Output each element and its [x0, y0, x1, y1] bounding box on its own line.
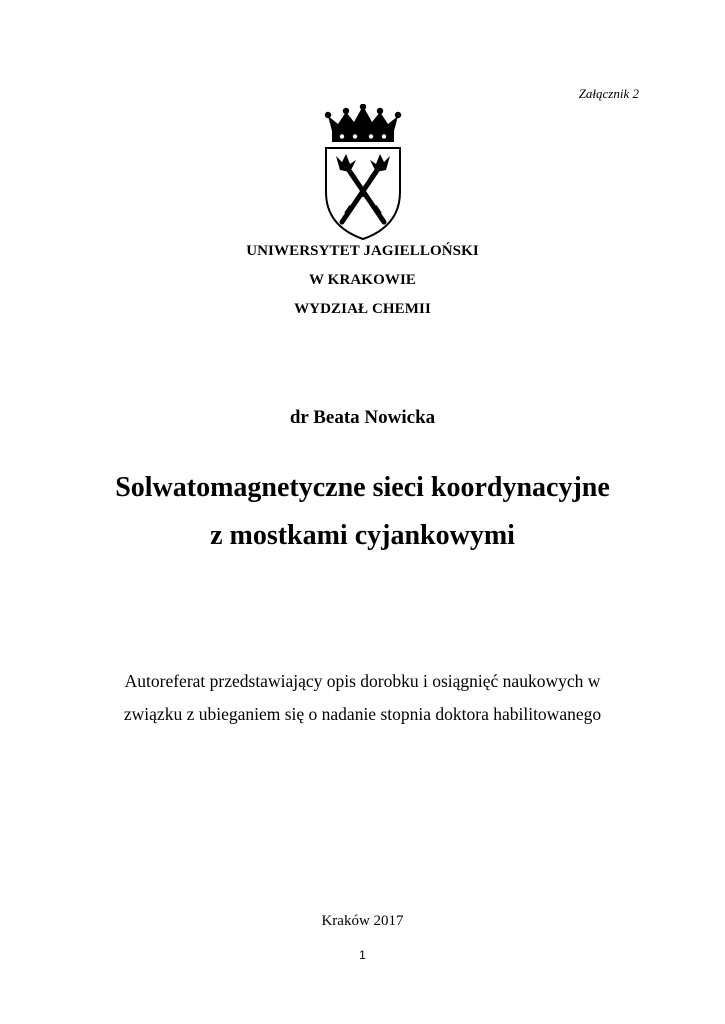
abstract-line-1: Autoreferat przedstawiający opis dorobku i osiągnięć naukowych w	[124, 671, 601, 691]
university-city: W KRAKOWIE	[309, 272, 416, 288]
author-name: dr Beata Nowicka	[289, 407, 436, 428]
annex-label: Załącznik 2	[578, 86, 639, 101]
faculty-name: WYDZIAŁ CHEMII	[294, 301, 431, 317]
page-number: 1	[359, 948, 366, 962]
title-line-2: z mostkami cyjankowymi	[210, 520, 515, 551]
title-line-1: Solwatomagnetyczne sieci koordynacyjne	[115, 472, 610, 503]
abstract-line-2: związku z ubieganiem się o nadanie stopnia doktora habilitowanego	[123, 704, 602, 724]
place-and-year: Kraków 2017	[321, 913, 404, 929]
jagiellonian-crest-icon	[322, 104, 404, 242]
university-name: UNIWERSYTET JAGIELLOŃSKI	[246, 243, 479, 259]
